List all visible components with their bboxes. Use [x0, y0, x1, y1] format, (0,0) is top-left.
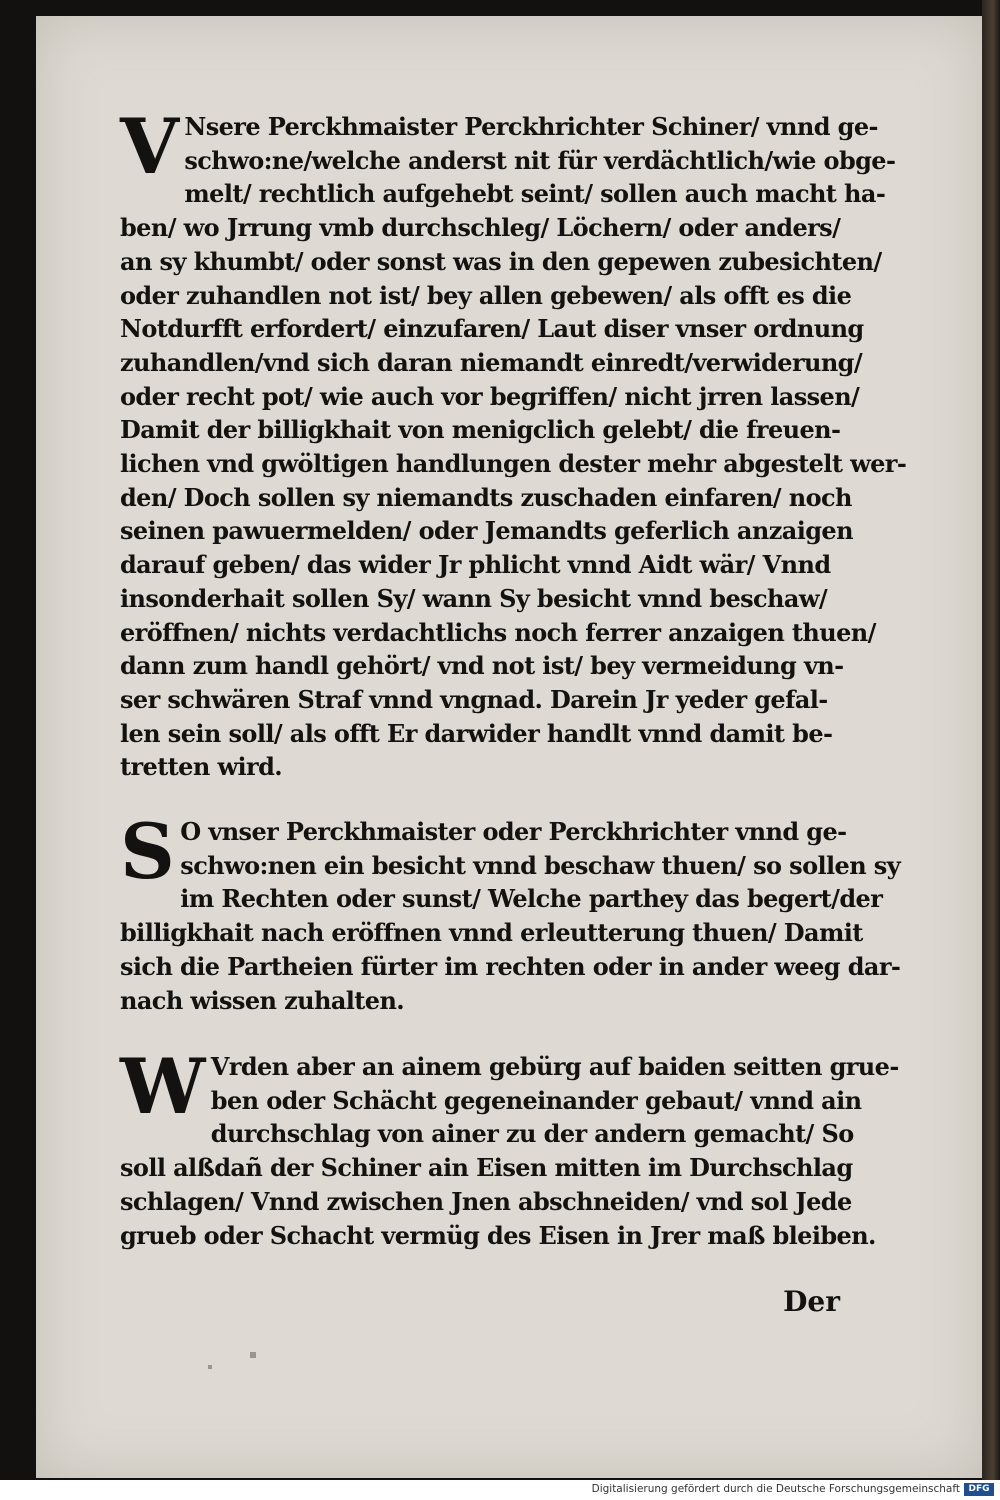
- catchword: Der: [783, 1285, 840, 1318]
- text-line: ben/ wo Jrrung vmb durchschleg/ Löchern/ oder anders/: [120, 213, 841, 243]
- text-line: O vnser Perckhmaister oder Perckhrichter vnnd ge-: [180, 817, 847, 846]
- text-line: im Rechten oder sunst/ Welche parthey das begert/der: [180, 884, 883, 914]
- text-line: soll alßdañ der Schiner ain Eisen mitten im Durchschlag: [120, 1153, 853, 1183]
- text-line: tretten wird.: [120, 752, 283, 782]
- book-edge: [982, 0, 1000, 1480]
- text-line: len sein soll/ als offt Er darwider handlt vnnd damit be-: [120, 718, 833, 748]
- text-line: dann zum handl gehört/ vnd not ist/ bey vermeidung vn-: [120, 651, 844, 681]
- footer-bar: [0, 1480, 1000, 1500]
- text-line: ser schwären Straf vnnd vngnad. Darein Jr yeder gefal-: [120, 684, 828, 714]
- paragraph-1: [120, 102, 907, 784]
- paragraph-lines: [120, 807, 901, 1017]
- text-line: Vrden aber an ainem gebürg auf baiden seitten grue-: [210, 1052, 899, 1081]
- text-line: oder recht pot/ wie auch vor begriffen/ nicht jrren lassen/: [120, 381, 860, 411]
- dfg-logo-icon: DFG: [964, 1483, 994, 1496]
- text-line: darauf geben/ das wider Jr phlicht vnnd Aidt wär/ Vnnd: [120, 550, 831, 580]
- paragraph-3: [120, 1042, 899, 1252]
- text-line: schwo:ne/welche anderst nit für verdächtlich/wie obge-: [184, 145, 896, 175]
- ink-speck: [250, 1352, 256, 1358]
- text-line: Damit der billigkhait von menigclich gelebt/ die freuen-: [120, 415, 841, 445]
- drop-initial: V: [120, 102, 179, 191]
- drop-initial: S: [120, 807, 175, 896]
- paragraph-lines: [120, 102, 907, 784]
- paragraph-lines: [120, 1042, 899, 1252]
- text-line: den/ Doch sollen sy niemandts zuschaden einfaren/ noch: [120, 482, 852, 512]
- paragraph-2: [120, 807, 901, 1017]
- text-line: billigkhait nach eröffnen vnnd erleutterung thuen/ Damit: [120, 918, 863, 948]
- text-line: zuhandlen/vnd sich daran niemandt einredt/verwiderung/: [120, 347, 863, 377]
- text-line: schlagen/ Vnnd zwischen Jnen abschneiden/ vnd sol Jede: [120, 1186, 852, 1216]
- ink-speck: [208, 1365, 212, 1369]
- text-line: durchschlag von ainer zu der andern gemacht/ So: [210, 1119, 854, 1149]
- funding-credit: Digitalisierung gefördert durch die Deutsche Forschungsgemeinschaft: [591, 1483, 960, 1495]
- text-line: oder zuhandlen not ist/ bey allen gebewen/ als offt es die: [120, 280, 852, 310]
- text-line: nach wissen zuhalten.: [120, 985, 405, 1015]
- text-line: Nsere Perckhmaister Perckhrichter Schiner/ vnnd ge-: [184, 112, 878, 141]
- text-line: sich die Partheien fürter im rechten oder in ander weeg dar-: [120, 951, 901, 981]
- text-line: melt/ rechtlich aufgehebt seint/ sollen auch macht ha-: [184, 179, 886, 209]
- text-line: Notdurfft erfordert/ einzufaren/ Laut diser vnser ordnung: [120, 314, 864, 344]
- text-line: eröffnen/ nichts verdachtlichs noch ferrer anzaigen thuen/: [120, 617, 876, 647]
- text-line: lichen vnd gwöltigen handlungen dester mehr abgestelt wer-: [120, 449, 907, 479]
- text-line: seinen pawuermelden/ oder Jemandts geferlich anzaigen: [120, 516, 853, 546]
- text-line: insonderhait sollen Sy/ wann Sy besicht vnnd beschaw/: [120, 583, 828, 613]
- text-line: ben oder Schächt gegeneinander gebaut/ vnnd ain: [210, 1085, 862, 1115]
- text-line: schwo:nen ein besicht vnnd beschaw thuen/ so sollen sy: [180, 850, 901, 880]
- drop-initial: W: [120, 1042, 205, 1131]
- text-line: grueb oder Schacht vermüg des Eisen in Jrer maß bleiben.: [120, 1220, 876, 1250]
- text-line: an sy khumbt/ oder sonst was in den gepewen zubesichten/: [120, 246, 882, 276]
